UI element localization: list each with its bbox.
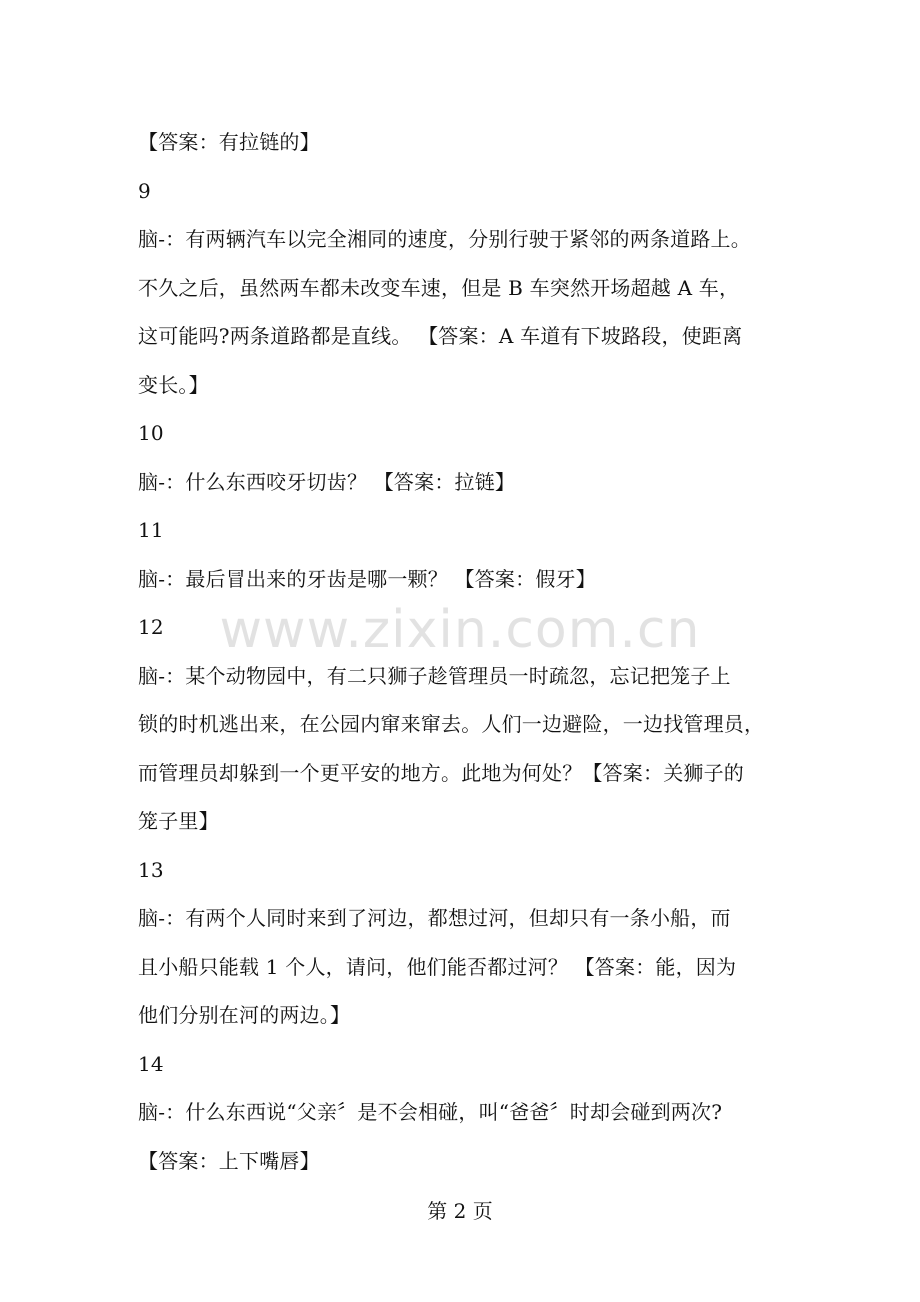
text-line: 【答案：上下嘴唇】 xyxy=(138,1148,320,1173)
page-number: 第 2 页 xyxy=(427,1199,493,1223)
page-content xyxy=(138,118,794,1185)
question-number: 9 xyxy=(138,178,151,203)
text-line: 脑-：某个动物园中，有二只狮子趁管理员一时疏忽，忘记把笼子上 xyxy=(138,663,731,688)
text-line: 这可能吗?两条道路都是直线。 【答案：A 车道有下坡路段，使距离 xyxy=(138,324,743,348)
text-line: 脑-：有两辆汽车以完全湘同的速度，分别行驶于紧邻的两条道路上。 xyxy=(138,227,751,251)
text-line: 他们分别在河的两边。】 xyxy=(138,1003,351,1027)
text-line: 变长。】 xyxy=(138,372,209,397)
text-line: 脑-：什么东西说“父亲〞是不会相碰，叫“爸爸〞时却会碰到两次? xyxy=(138,1100,723,1124)
text-line: 而管理员却躲到一个更平安的地方。此地为何处？【答案：关狮子的 xyxy=(138,760,744,785)
text-line: 脑-：什么东西咬牙切齿？ 【答案：拉链】 xyxy=(138,469,516,494)
question-number: 11 xyxy=(138,518,164,542)
text-line: 脑-：有两个人同时来到了河边，都想过河，但却只有一条小船，而 xyxy=(138,906,731,930)
text-line: 笼子里】 xyxy=(138,809,219,833)
text-line: 【答案：有拉链的】 xyxy=(138,130,320,154)
text-line: 锁的时机逃出来，在公园内窜来窜去。人们一边避险，一边找管理员， xyxy=(138,712,765,736)
question-number: 10 xyxy=(138,421,164,445)
text-line: 且小船只能载 1 个人，请问，他们能否都过河？ 【答案：能，因为 xyxy=(138,954,737,979)
text-line: 脑-：最后冒出来的牙齿是哪一颗？ 【答案：假牙】 xyxy=(138,566,596,591)
question-number: 14 xyxy=(138,1051,164,1076)
question-number: 13 xyxy=(138,857,164,882)
question-number: 12 xyxy=(138,615,164,639)
watermark: www.zixin.com.cn xyxy=(219,600,701,660)
text-line: 不久之后，虽然两车都未改变车速，但是 B 车突然开场超越 A 车， xyxy=(138,275,740,300)
